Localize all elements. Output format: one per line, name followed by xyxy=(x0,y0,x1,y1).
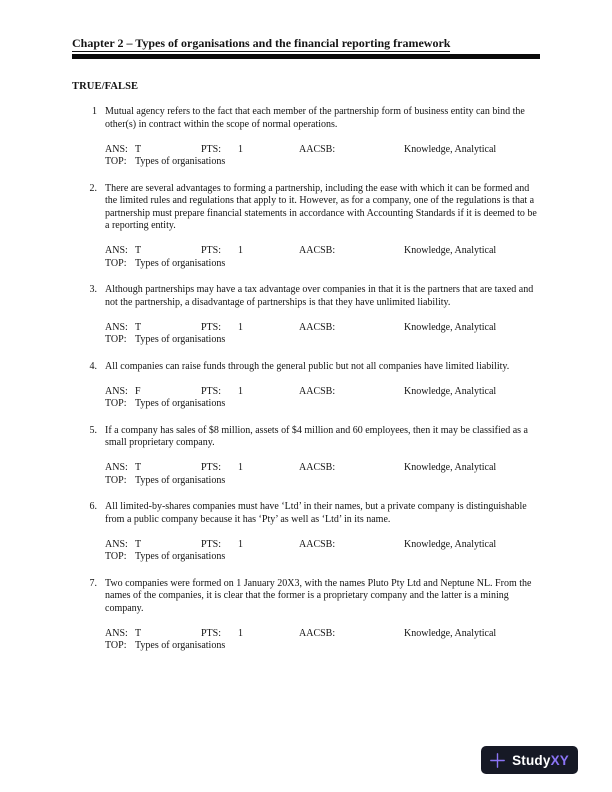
brand-wordmark xyxy=(512,753,569,768)
answer-row xyxy=(105,462,540,475)
pts-value: 1 xyxy=(238,321,243,333)
pts-value: 1 xyxy=(238,462,243,473)
question-text: All companies can raise funds through the general public but not all companies have limited liability. xyxy=(105,360,510,372)
question-number: 4. xyxy=(89,360,97,372)
answer-row xyxy=(105,539,540,552)
topic-row xyxy=(105,334,540,347)
ans-label: ANS: xyxy=(105,462,128,473)
ans-value: T xyxy=(135,538,142,550)
aacsb-label: AACSB: xyxy=(299,462,336,473)
aacsb-value: Knowledge, Analytical xyxy=(404,143,497,155)
pts-label: PTS: xyxy=(201,627,222,639)
pts-value: 1 xyxy=(238,538,243,550)
question-text: Although partnerships may have a tax advantage over companies in that it is the partners that are taxed and not the partnership, a disadvantage of partnerships is that they have unlimited liability. xyxy=(105,284,534,308)
question-body xyxy=(105,183,540,271)
aacsb-value: Knowledge, Analytical xyxy=(404,627,497,639)
chapter-title-text: Chapter 2 – Types of organisations and the financial reporting framework xyxy=(72,36,451,50)
question-item xyxy=(72,501,540,564)
top-label: TOP: xyxy=(105,551,127,562)
section-heading: TRUE/FALSE xyxy=(72,81,139,92)
question-number: 3. xyxy=(89,284,97,295)
top-value: Types of organisations xyxy=(135,474,226,486)
aacsb-label: AACSB: xyxy=(299,321,336,333)
pts-label: PTS: xyxy=(201,245,222,256)
ans-value: T xyxy=(135,245,142,256)
pts-value: 1 xyxy=(238,143,243,155)
pts-label: PTS: xyxy=(201,321,222,333)
aacsb-value: Knowledge, Analytical xyxy=(404,321,497,333)
topic-row xyxy=(105,398,540,411)
pts-label: PTS: xyxy=(201,385,222,397)
question-list xyxy=(72,106,540,653)
top-value: Types of organisations xyxy=(135,640,226,651)
aacsb-value: Knowledge, Analytical xyxy=(404,538,497,550)
question-body xyxy=(105,501,540,564)
question-item xyxy=(72,183,540,271)
question-item xyxy=(72,425,540,488)
pts-label: PTS: xyxy=(201,462,222,473)
aacsb-label: AACSB: xyxy=(299,143,336,155)
answer-row xyxy=(105,322,540,335)
question-item xyxy=(72,284,540,347)
aacsb-label: AACSB: xyxy=(299,627,336,639)
top-label: TOP: xyxy=(105,398,127,409)
ans-value: T xyxy=(135,462,142,473)
ans-value: T xyxy=(135,627,142,639)
top-value: Types of organisations xyxy=(135,257,226,269)
top-value: Types of organisations xyxy=(135,334,226,345)
topic-row xyxy=(105,551,540,564)
question-text: Two companies were formed on 1 January 20X3, with the names Pluto Pty Ltd and Neptune NL. From the names of the companies, it is clear that the former is a proprietary company and the latter is a mining company. xyxy=(105,577,532,614)
pts-value: 1 xyxy=(238,627,243,639)
question-text: There are several advantages to forming a partnership, including the ease with which it can be formed and the limited rules and regulations that apply to it. However, as for a company, one of the regulations is that a partnership must prepare financial statements in accordance with Accounting Standards if it is deemed to be a reporting entity. xyxy=(105,182,537,231)
aacsb-value: Knowledge, Analytical xyxy=(404,462,497,473)
aacsb-value: Knowledge, Analytical xyxy=(404,385,497,397)
brand-study: Study xyxy=(512,752,551,768)
topic-row xyxy=(105,475,540,488)
pts-label: PTS: xyxy=(201,538,222,550)
question-body xyxy=(105,425,540,488)
aacsb-value: Knowledge, Analytical xyxy=(404,245,497,256)
ans-label: ANS: xyxy=(105,385,128,397)
question-text: All limited-by-shares companies must have ‘Ltd’ in their names, but a private company is distinguishable from a public company because it has ‘Pty’ as well as ‘Ltd’ in its name. xyxy=(105,501,527,525)
question-item xyxy=(72,106,540,169)
ans-label: ANS: xyxy=(105,245,128,256)
question-body xyxy=(105,361,540,411)
question-body xyxy=(105,106,540,169)
chapter-title xyxy=(72,36,540,51)
top-label: TOP: xyxy=(105,334,127,345)
question-text: Mutual agency refers to the fact that each member of the partnership form of business entity can bind the other(s) in contract within the scope of normal operations. xyxy=(105,106,525,130)
aacsb-label: AACSB: xyxy=(299,538,336,550)
question-text: If a company has sales of $8 million, assets of $4 million and 60 employees, then it may be classified as a small proprietary company. xyxy=(105,424,528,448)
top-label: TOP: xyxy=(105,156,127,167)
question-number: 7. xyxy=(89,577,97,589)
topic-row xyxy=(105,156,540,169)
question-item xyxy=(72,578,540,653)
ans-label: ANS: xyxy=(105,143,128,155)
question-body xyxy=(105,578,540,653)
aacsb-label: AACSB: xyxy=(299,245,336,256)
ans-label: ANS: xyxy=(105,627,128,639)
aacsb-label: AACSB: xyxy=(299,385,336,397)
answer-row xyxy=(105,386,540,399)
top-value: Types of organisations xyxy=(135,398,226,409)
question-item xyxy=(72,361,540,411)
plus-icon xyxy=(489,752,506,769)
question-number: 2. xyxy=(89,182,97,194)
ans-label: ANS: xyxy=(105,321,128,333)
title-rule xyxy=(72,54,540,59)
pts-value: 1 xyxy=(238,245,243,256)
studyxy-logo-badge[interactable] xyxy=(481,746,578,774)
ans-label: ANS: xyxy=(105,538,128,550)
ans-value: F xyxy=(135,385,141,397)
top-value: Types of organisations xyxy=(135,551,226,562)
answer-row xyxy=(105,245,540,258)
ans-value: T xyxy=(135,143,142,155)
page-content xyxy=(72,36,540,667)
top-label: TOP: xyxy=(105,640,127,651)
topic-row xyxy=(105,258,540,271)
pts-value: 1 xyxy=(238,385,243,397)
ans-value: T xyxy=(135,321,142,333)
top-label: TOP: xyxy=(105,474,127,486)
question-body xyxy=(105,284,540,347)
pts-label: PTS: xyxy=(201,143,222,155)
top-value: Types of organisations xyxy=(135,156,226,167)
question-number: 6. xyxy=(89,501,97,512)
answer-row xyxy=(105,144,540,157)
brand-xy: XY xyxy=(550,752,569,768)
question-number: 5. xyxy=(89,424,97,436)
answer-row xyxy=(105,628,540,641)
question-number: 1 xyxy=(92,106,97,117)
topic-row xyxy=(105,640,540,653)
top-label: TOP: xyxy=(105,257,127,269)
